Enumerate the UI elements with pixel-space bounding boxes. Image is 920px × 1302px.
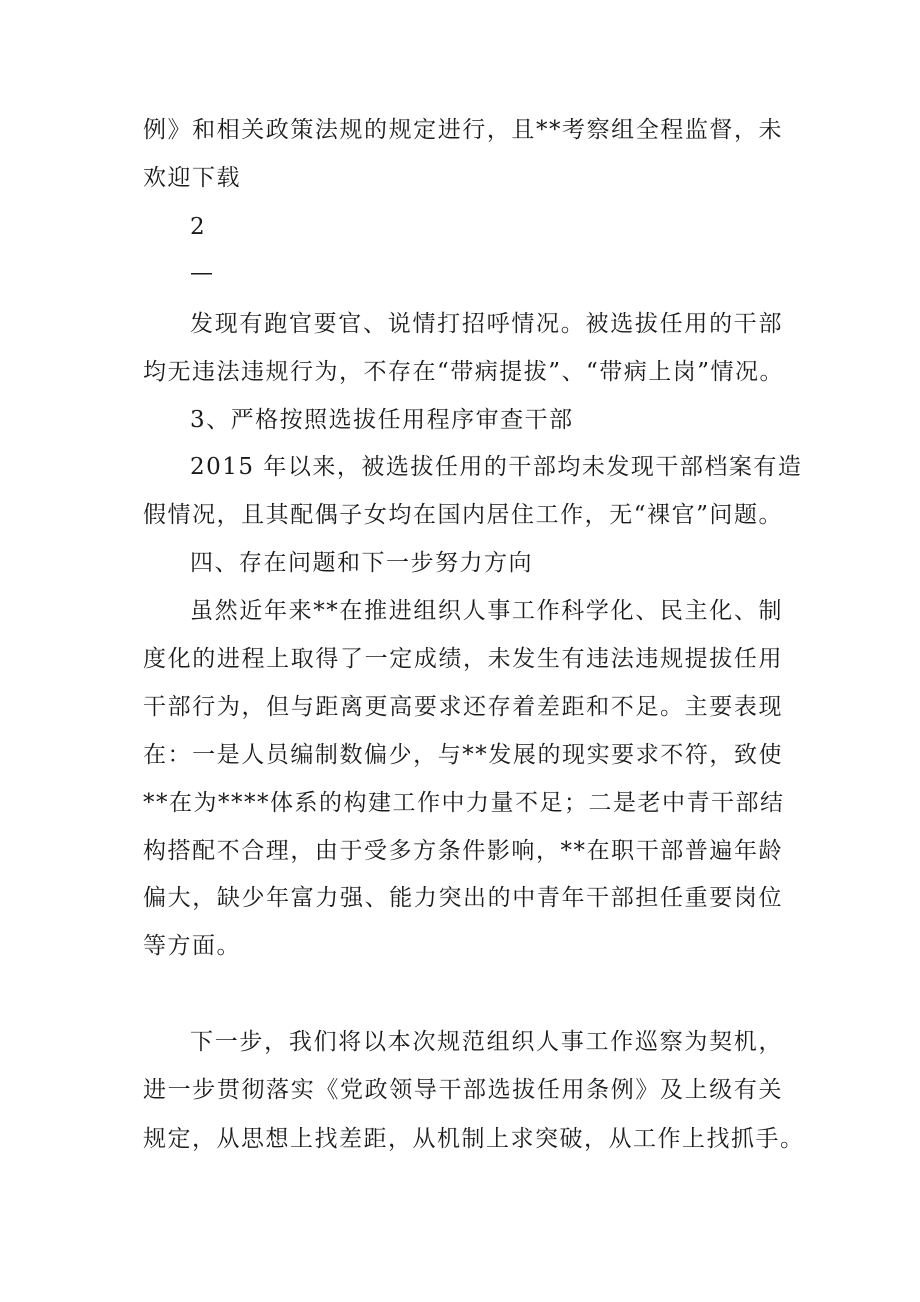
download-note: 欢迎下载 — [143, 165, 241, 191]
text-line: 2015 年以来，被选拔任用的干部均未发现干部档案有造 — [190, 454, 803, 480]
text-line: 规定，从思想上找差距，从机制上求突破，从工作上找抓手。 — [143, 1126, 805, 1152]
page-separator: — — [190, 260, 215, 286]
text-line: **在为****体系的构建工作中力量不足；二是老中青干部结 — [143, 790, 785, 816]
text-line: 均无违法违规行为，不存在“带病提拔”、“带病上岗”情况。 — [143, 359, 785, 385]
text-line: 发现有跑官要官、说情打招呼情况。被选拔任用的干部 — [190, 311, 783, 337]
text-line: 构搭配不合理，由于受多方条件影响，**在职干部普遍年龄 — [143, 838, 783, 864]
text-line: 偏大，缺少年富力强、能力突出的中青年干部担任重要岗位 — [143, 885, 783, 911]
text-line: 干部行为，但与距离更高要求还存着差距和不足。主要表现 — [143, 694, 783, 720]
text-line: 下一步，我们将以本次规范组织人事工作巡察为契机， — [190, 1029, 783, 1055]
text-line: 虽然近年来**在推进组织人事工作科学化、民主化、制 — [190, 598, 783, 624]
page-number: 2 — [190, 214, 207, 240]
text-line: 在：一是人员编制数偏少，与**发展的现实要求不符，致使 — [143, 742, 783, 768]
text-line: 例》和相关政策法规的规定进行，且**考察组全程监督，未 — [143, 117, 783, 143]
text-line: 假情况，且其配偶子女均在国内居住工作，无“裸官”问题。 — [143, 502, 783, 528]
section-heading: 3、严格按照选拔任用程序审查干部 — [190, 407, 574, 433]
section-heading: 四、存在问题和下一步努力方向 — [190, 550, 533, 576]
text-line: 进一步贯彻落实《党政领导干部选拔任用条例》及上级有关 — [143, 1077, 783, 1103]
text-line: 度化的进程上取得了一定成绩，未发生有违法违规提拔任用 — [143, 646, 783, 672]
text-line: 等方面。 — [143, 933, 241, 959]
